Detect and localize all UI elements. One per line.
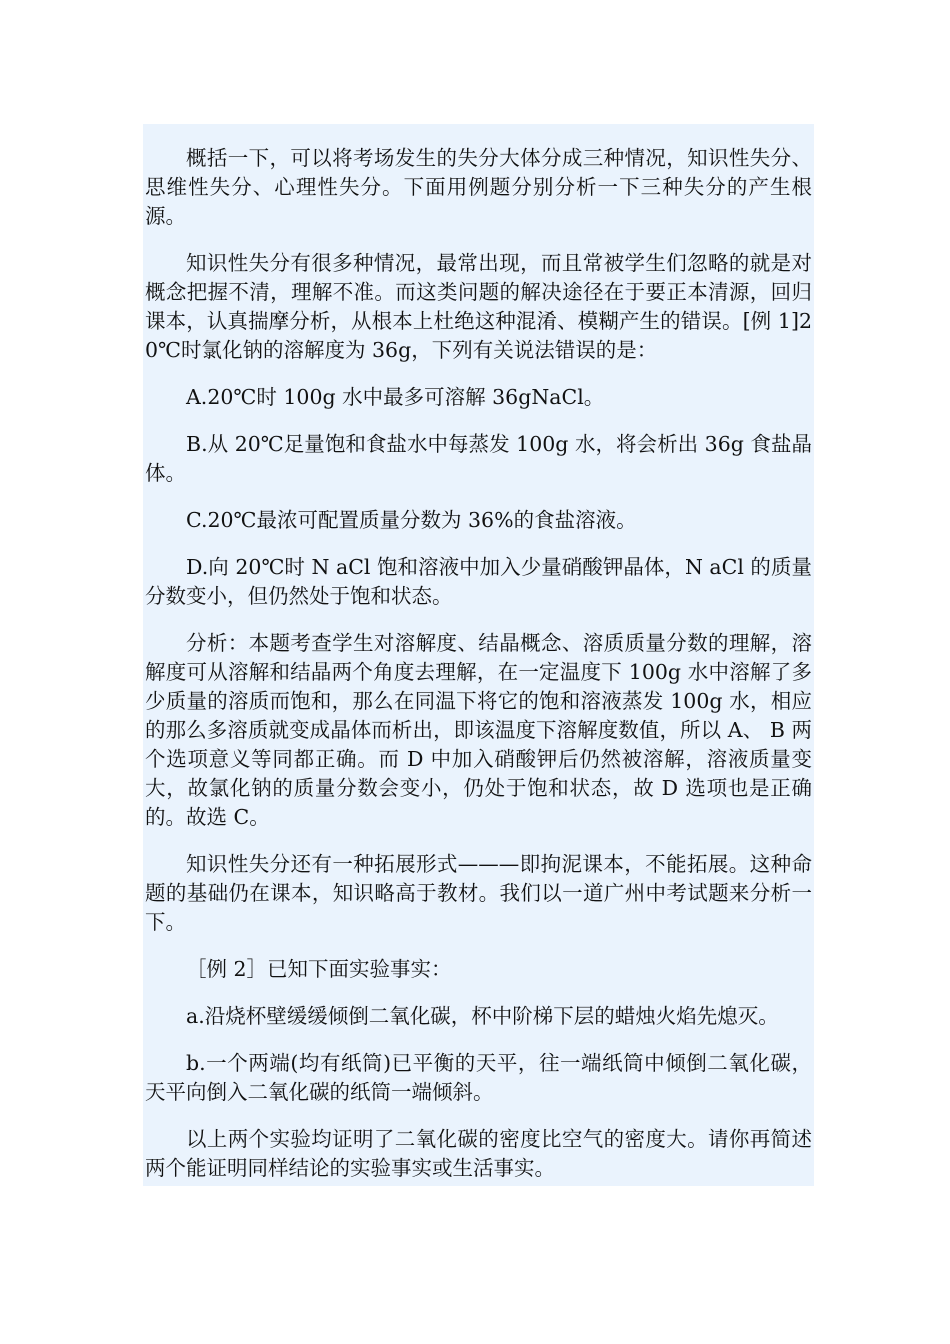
example-2-heading: ［例 2］已知下面实验事实： (186, 957, 452, 981)
option-a: A.20℃时 100g 水中最多可溶解 36gNaCl。 (186, 385, 605, 409)
paragraph-knowledge-loss: 知识性失分有很多种情况，最常出现，而且常被学生们忽略的就是对概念把握不清，理解不准。而这类问题的解决途径在于要正本清源，回归课本，认真揣摩分析，从根本上杜绝这种混淆、模糊产生的错误。[例 1]20℃时氯化钠的溶解度为 36g，下列有关说法错误的是： (145, 251, 812, 362)
paragraph-summary: 概括一下，可以将考场发生的失分大体分成三种情况，知识性失分、思维性失分、心理性失分。下面用例题分别分析一下三种失分的产生根源。 (145, 146, 812, 228)
paragraph-question: 以上两个实验均证明了二氧化碳的密度比空气的密度大。请你再简述两个能证明同样结论的实验事实或生活事实。 (145, 1127, 812, 1180)
fact-a: a.沿烧杯壁缓缓倾倒二氧化碳，杯中阶梯下层的蜡烛火焰先熄灭。 (186, 1004, 779, 1028)
paragraph-extension: 知识性失分还有一种拓展形式———即拘泥课本，不能拓展。这种命题的基础仍在课本，知识略高于教材。我们以一道广州中考试题来分析一下。 (145, 852, 812, 934)
option-d: D.向 20℃时 N aCl 饱和溶液中加入少量硝酸钾晶体，N aCl 的质量分数变小，但仍然处于饱和状态。 (145, 555, 812, 608)
option-c: C.20℃最浓可配置质量分数为 36%的食盐溶液。 (186, 508, 637, 532)
option-b: B.从 20℃足量饱和食盐水中每蒸发 100g 水，将会析出 36g 食盐晶体。 (145, 432, 812, 485)
document-content-block (143, 124, 814, 1186)
paragraph-analysis: 分析：本题考查学生对溶解度、结晶概念、溶质质量分数的理解，溶解度可从溶解和结晶两个角度去理解，在一定温度下 100g 水中溶解了多少质量的溶质而饱和，那么在同温下将它的饱和溶液蒸发 100g 水，相应的那么多溶质就变成晶体而析出，即该温度下溶解度数值，所以 A、 B 两个选项意义等同都正确。而 D 中加入硝酸钾后仍然被溶解，溶液质量变大，故氯化钠的质量分数会变小，仍处于饱和状态，故 D 选项也是正确的。故选 C。 (145, 631, 812, 829)
fact-b: b.一个两端(均有纸筒)已平衡的天平，往一端纸筒中倾倒二氧化碳，天平向倒入二氧化碳的纸筒一端倾斜。 (145, 1051, 812, 1104)
